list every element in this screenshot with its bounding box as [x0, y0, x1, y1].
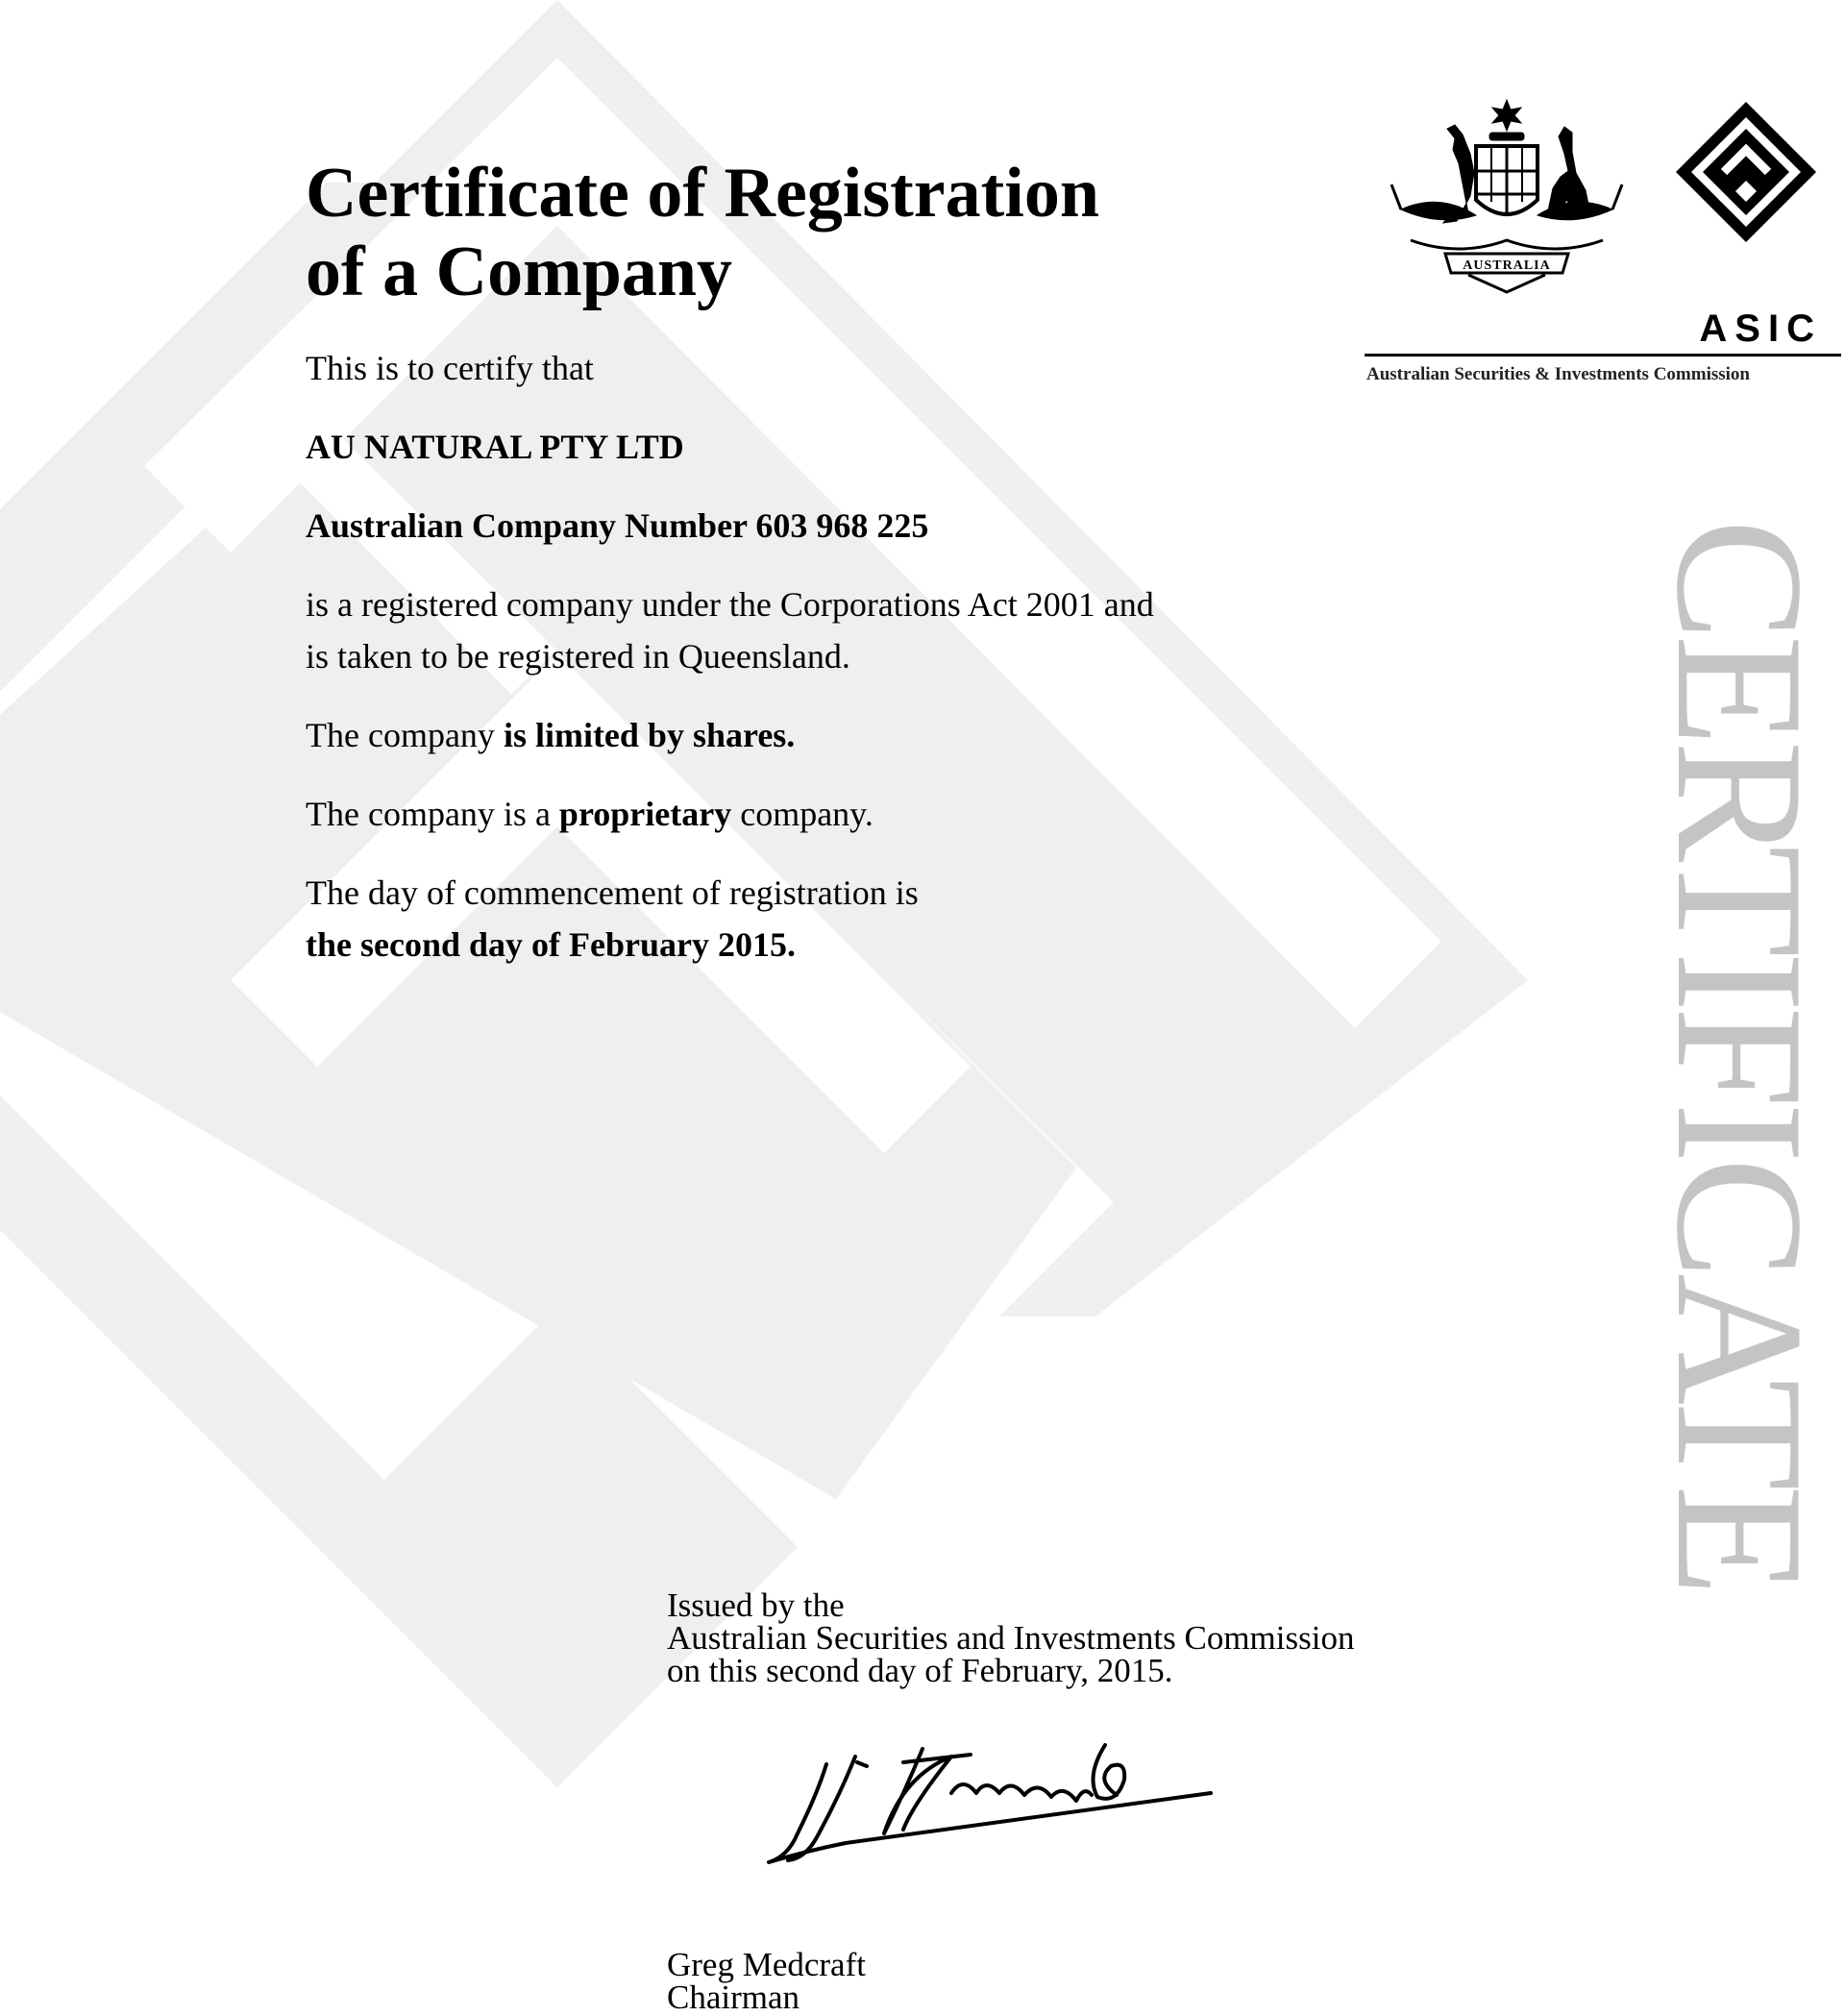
signature-dot	[857, 1762, 867, 1766]
signatory-name: Greg Medcraft	[667, 1946, 866, 1983]
signature-stroke-5	[1094, 1745, 1125, 1799]
certify-text: This is to certify that	[306, 349, 594, 387]
signature-icon	[759, 1737, 1240, 1872]
title-line-1: Certificate of Registration	[306, 154, 1099, 233]
signatory-block	[667, 1946, 866, 2016]
coat-of-arms-icon	[1363, 96, 1651, 307]
signature-stroke-4	[951, 1784, 1092, 1801]
issued-line-1: Issued by the	[667, 1586, 845, 1624]
crest-wreath	[1489, 133, 1524, 140]
crest-ribbon-text: AUSTRALIA	[1463, 258, 1551, 273]
limited-prefix: The company	[306, 716, 495, 754]
crest-leaves-left	[1401, 202, 1476, 220]
signatory-title: Chairman	[667, 1979, 800, 2016]
title-line-2: of a Company	[306, 233, 733, 311]
proprietary-prefix: The company is a	[306, 795, 551, 833]
registration-statement	[306, 578, 1363, 682]
certificate-body	[306, 154, 1363, 971]
issued-block	[667, 1586, 1355, 1689]
asic-abbreviation: ASIC	[1699, 307, 1822, 350]
commencement-date: the second day of February 2015.	[306, 925, 796, 964]
asic-rule	[1365, 354, 1841, 356]
registration-line-2: is taken to be registered in Queensland.	[306, 637, 850, 676]
logo-area	[1363, 96, 1843, 404]
proprietary-bold: proprietary	[558, 795, 732, 833]
asic-logo-icon	[1674, 100, 1818, 244]
signature-stroke-6	[903, 1755, 971, 1762]
crest-leaves-right	[1538, 202, 1612, 220]
commencement-statement	[306, 867, 1363, 971]
company-number: Australian Company Number 603 968 225	[306, 506, 929, 545]
commencement-line: The day of commencement of registration is	[306, 873, 919, 912]
company-name: AU NATURAL PTY LTD	[306, 428, 684, 466]
crest-star	[1492, 100, 1521, 131]
asic-full-name: Australian Securities & Investments Commission	[1366, 364, 1750, 384]
proprietary-statement	[306, 788, 1363, 840]
limited-bold: is limited by shares.	[503, 716, 796, 754]
certificate-title	[306, 154, 1363, 311]
vertical-certificate-word: CERTIFICATE	[1638, 519, 1840, 1591]
proprietary-suffix: company.	[740, 795, 873, 833]
limited-statement	[306, 709, 1363, 761]
registration-line-1: is a registered company under the Corporations Act 2001 and	[306, 585, 1154, 624]
issued-line-3: on this second day of February, 2015.	[667, 1652, 1173, 1689]
issued-line-2: Australian Securities and Investments Commission	[667, 1619, 1355, 1657]
vertical-certificate-text	[1638, 519, 1840, 1979]
signature-stroke-1	[769, 1764, 1211, 1862]
